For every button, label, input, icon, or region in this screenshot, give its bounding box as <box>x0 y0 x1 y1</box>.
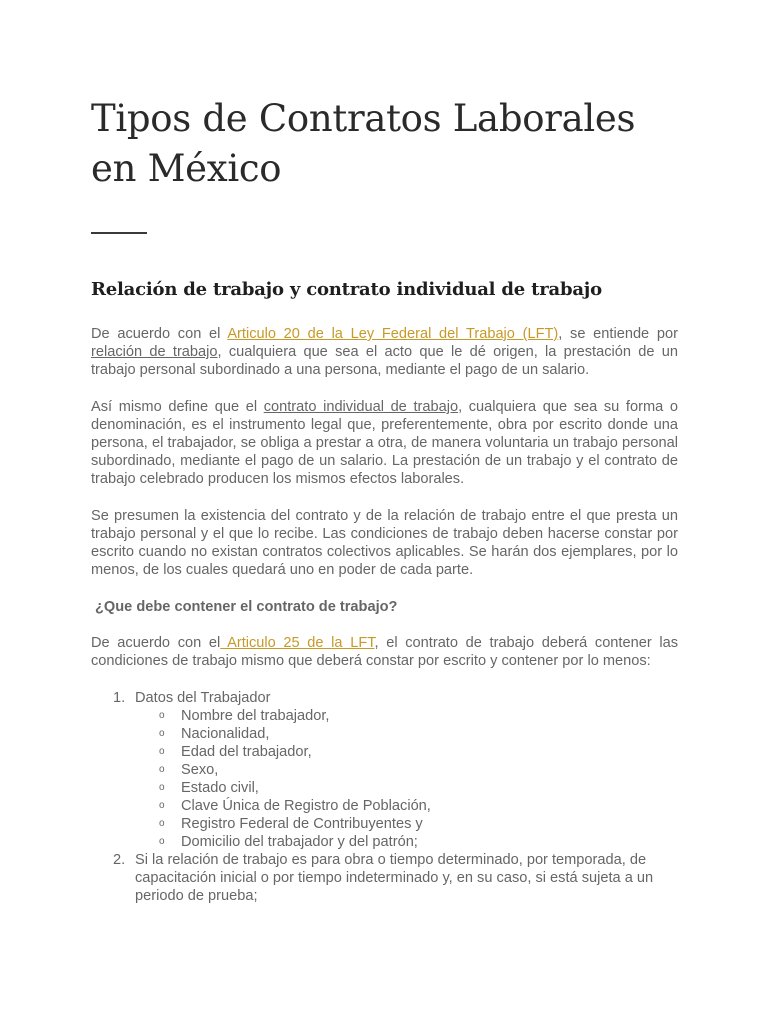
sublist-item-label: Nombre del trabajador, <box>181 708 330 724</box>
section-heading: Relación de trabajo y contrato individual de trabajo <box>91 279 602 300</box>
circle-bullet-icon: o <box>159 800 165 811</box>
sublist-item-label: Nacionalidad, <box>181 726 270 742</box>
sublist-item-label: Clave Única de Registro de Población, <box>181 798 431 814</box>
sublist-item <box>135 725 678 743</box>
sublist-item <box>135 833 678 851</box>
underlined-term: contrato individual de trabajo <box>263 399 459 415</box>
sublist-item-label: Domicilio del trabajador y del patrón; <box>181 834 418 850</box>
sublist-item <box>135 743 678 761</box>
paragraph-text: , cualquiera que sea su forma o denominación, es el instrumento legal que, preferentemente, obra por escrito donde una persona, el trabajador, se obliga a prestar a otra, de manera voluntaria un trabajo personal subordinado, mediante el pago de un salario. La prestación de un trabajo y el contrato de trabajo celebrado producen los mismos efectos laborales. <box>91 399 678 487</box>
circle-bullet-icon: o <box>159 764 165 775</box>
sublist-item-label: Estado civil, <box>181 780 259 796</box>
worker-data-sublist <box>135 707 678 851</box>
paragraph-text: , el contrato de trabajo deberá contener las condiciones de trabajo mismo que deberá constar por escrito y contener por lo menos: <box>91 635 678 669</box>
sublist-item-label: Registro Federal de Contribuyentes y <box>181 816 423 832</box>
paragraph-articulo-25 <box>91 634 678 670</box>
page-title: Tipos de Contratos Laborales en México <box>91 97 636 190</box>
paragraph-presuncion: Se presumen la existencia del contrato y de la relación de trabajo entre el que presta un trabajo personal y el que lo recibe. Las condiciones de trabajo deben hacerse constar por escrito cuando no existan contratos colectivos aplicables. Se harán dos ejemplares, por lo menos, de los cuales quedará uno en poder de cada parte. <box>91 508 678 578</box>
question-heading: ¿Que debe contener el contrato de trabajo? <box>95 599 398 615</box>
lft-article-20-link[interactable]: Articulo 20 de la Ley Federal del Trabajo (LFT) <box>227 326 559 342</box>
list-item <box>91 689 678 851</box>
circle-bullet-icon: o <box>159 728 165 739</box>
requirements-list <box>91 689 678 905</box>
sublist-item <box>135 761 678 779</box>
paragraph-contrato-individual <box>91 398 678 488</box>
lft-article-25-link[interactable]: Articulo 25 de la LFT <box>220 635 375 651</box>
sublist-item <box>135 779 678 797</box>
sublist-item-label: Sexo, <box>181 762 219 778</box>
circle-bullet-icon: o <box>159 746 165 757</box>
circle-bullet-icon: o <box>159 836 165 847</box>
circle-bullet-icon: o <box>159 818 165 829</box>
paragraph-text: Así mismo define que el <box>91 399 264 415</box>
list-item <box>91 851 678 905</box>
list-number: 1. <box>113 690 126 706</box>
sublist-item <box>135 707 678 725</box>
sublist-item <box>135 815 678 833</box>
list-item-label: Si la relación de trabajo es para obra o tiempo determinado, por temporada, de capacitación inicial o por tiempo indeterminado y, en su caso, si está sujeta a un periodo de prueba; <box>135 852 654 904</box>
list-item-label: Datos del Trabajador <box>135 690 271 706</box>
sublist-item <box>135 797 678 815</box>
title-divider <box>91 232 147 234</box>
sublist-item-label: Edad del trabajador, <box>181 744 312 760</box>
paragraph-relacion-trabajo <box>91 325 678 379</box>
underlined-term: relación de trabajo <box>91 344 218 360</box>
paragraph-text: De acuerdo con el <box>91 635 221 651</box>
paragraph-text: , se entiende por <box>558 326 678 342</box>
circle-bullet-icon: o <box>159 782 165 793</box>
paragraph-text: , cualquiera que sea el acto que le dé origen, la prestación de un trabajo personal subordinado a una persona, mediante el pago de un salario. <box>91 344 678 378</box>
circle-bullet-icon: o <box>159 710 165 721</box>
paragraph-text: De acuerdo con el <box>91 326 228 342</box>
list-number: 2. <box>113 852 126 868</box>
